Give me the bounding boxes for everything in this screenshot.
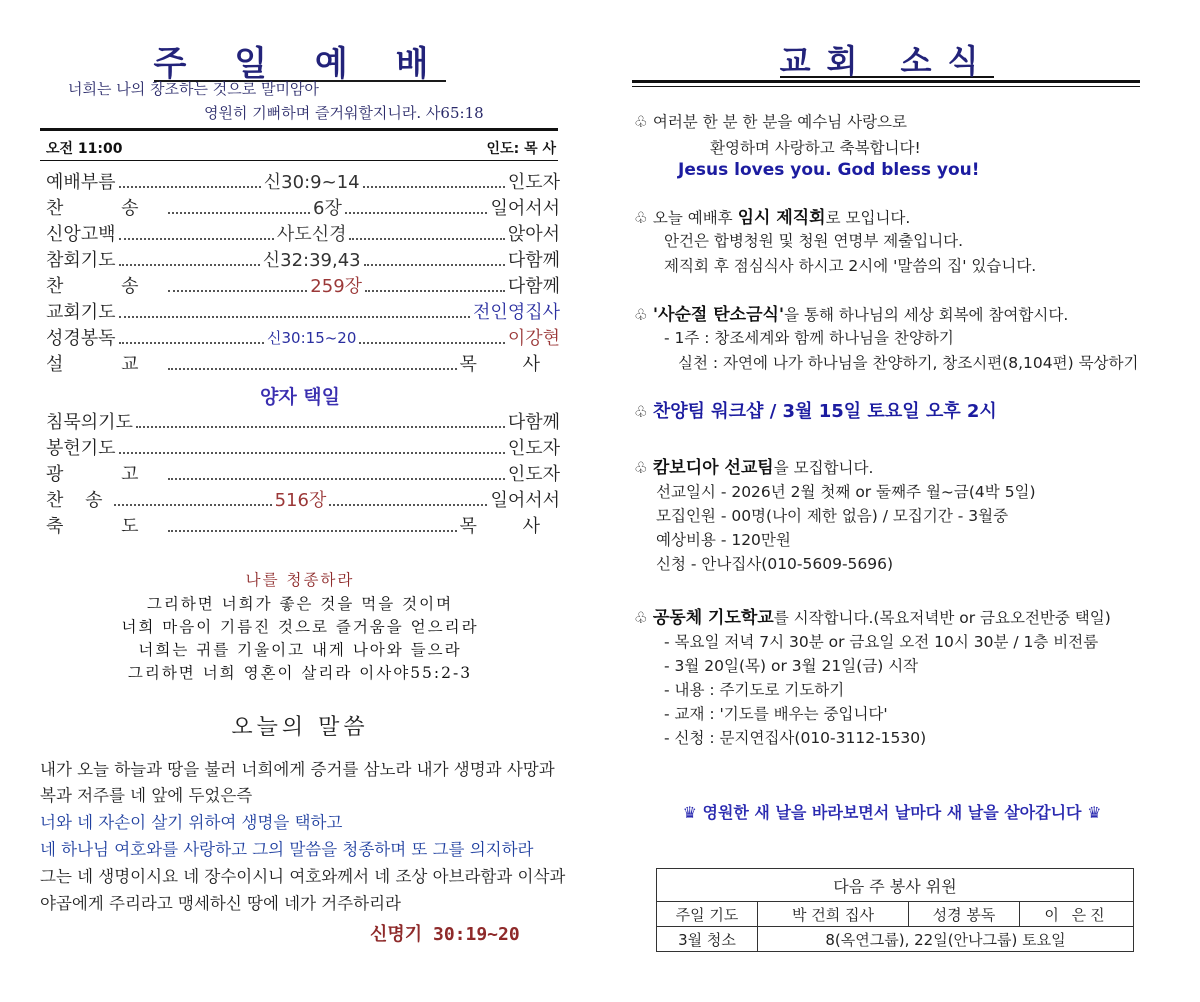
- welcome-line1: 여러분 한 분 한 분을 예수님 사랑으로: [652, 113, 908, 131]
- poem-line: 나를 청종하라: [245, 571, 355, 589]
- scripture-line: 복과 저주를 네 앞에 두었은즉: [40, 786, 253, 805]
- table-row: [657, 927, 1134, 952]
- divider-thick: [632, 80, 1140, 83]
- crown-icon: ♛: [1087, 803, 1102, 822]
- order-item-detail: 516장: [274, 490, 327, 511]
- divider-thick: [40, 128, 558, 131]
- order-item-detail: 신30:15~20: [267, 328, 357, 347]
- order-item-name: 찬 송: [46, 276, 165, 297]
- order-item-name: 찬 송: [46, 490, 111, 511]
- order-item-name: 침묵의기도: [46, 412, 133, 433]
- table-row: [657, 869, 1134, 902]
- prayer-line: - 목요일 저녁 7시 30분 or 금요일 오전 10시 30분 / 1층 비전룸: [664, 633, 1099, 651]
- table-cell: 박 건희 집사: [758, 902, 909, 927]
- lent-line3: 실천 : 자연에 나가 하나님을 찬양하기, 창조시편(8,104편) 묵상하기: [678, 354, 1139, 372]
- order-row: [46, 272, 560, 298]
- slogan-text: 영원한 새 날을 바라보면서 날마다 새 날을 살아갑니다: [702, 803, 1082, 822]
- order-item-role: 인도자: [507, 464, 560, 485]
- service-time: 오전 11:00: [46, 141, 123, 157]
- order-item-role: 인도자: [507, 172, 560, 193]
- order-row: [46, 434, 560, 460]
- order-item-role: 목 사: [459, 354, 560, 375]
- divider-thin: [632, 86, 1140, 87]
- meeting-line3: 제직회 후 점심식사 하시고 2시에 '말씀의 집' 있습니다.: [664, 257, 1037, 275]
- poem-line: 너희는 귀를 기울이고 내게 나아와 들으라: [138, 641, 462, 659]
- club-icon: ♧: [634, 209, 648, 227]
- order-item-name: 축 도: [46, 516, 165, 537]
- service-volunteer-table: [656, 868, 1134, 952]
- prayer-line: - 신청 : 문지연집사(010-3112-1530): [664, 729, 927, 747]
- news-welcome: [634, 110, 907, 132]
- order-row: [46, 350, 560, 376]
- order-row: [46, 512, 560, 538]
- meeting-text-pre: 오늘 예배후: [652, 209, 738, 227]
- order-item-name: 참회기도: [46, 250, 116, 271]
- order-item-role: 다함께: [507, 250, 560, 271]
- prayer-line: - 내용 : 주기도로 기도하기: [664, 681, 845, 699]
- mission-text-bold: 캄보디아 선교팀: [652, 458, 774, 478]
- table-header: 다음 주 봉사 위원: [657, 869, 1134, 902]
- prayer-text-bold: 공동체 기도학교: [652, 608, 774, 628]
- order-item-role: 일어서서: [490, 490, 560, 511]
- order-row: [46, 194, 560, 220]
- order-row: [46, 220, 560, 246]
- worship-order-panel: [40, 0, 566, 1002]
- poem-line: 너희 마음이 기름진 것으로 즐거움을 얻으리라: [121, 618, 479, 636]
- order-row: [46, 460, 560, 486]
- church-news-panel: [632, 0, 1142, 1002]
- mission-text-post: 을 모집합니다.: [773, 459, 874, 477]
- order-item-role: 전인영집사: [473, 302, 560, 323]
- order-item-name: 성경봉독: [46, 328, 116, 349]
- news-workshop: [634, 397, 997, 423]
- club-icon: ♧: [634, 403, 648, 421]
- lent-text-bold: '사순절 탄소금식': [652, 305, 785, 325]
- mission-line: 모집인원 - 00명(나이 제한 없음) / 모집기간 - 3월중: [656, 507, 1009, 525]
- prayer-line: - 3월 20일(목) or 3월 21일(금) 시작: [664, 657, 919, 675]
- lent-text-post: 을 통해 하나님의 세상 회복에 참여합시다.: [784, 306, 1069, 324]
- order-item-name: 찬 송: [46, 198, 165, 219]
- order-item-role: 목 사: [459, 516, 560, 537]
- meeting-text-bold: 임시 제직회: [737, 208, 826, 228]
- poem-line: 그리하면 너희가 좋은 것을 먹을 것이며: [146, 595, 454, 613]
- order-row: [46, 324, 560, 350]
- news-meeting: [634, 203, 910, 228]
- news-title: [632, 42, 1142, 80]
- order-item-role: 일어서서: [490, 198, 560, 219]
- news-mission: [634, 453, 873, 478]
- news-lent: [634, 300, 1068, 325]
- order-item-name: 설 교: [46, 354, 165, 375]
- order-item-detail: 259장: [310, 276, 363, 297]
- mission-line: 예상비용 - 120만원: [656, 531, 791, 549]
- mission-line: 신청 - 안나집사(010-5609-5696): [656, 555, 894, 573]
- order-row: [46, 486, 560, 512]
- lent-line2: - 1주 : 창조세계와 함께 하나님을 찬양하기: [664, 329, 954, 347]
- order-item-detail: 신30:9~14: [263, 172, 360, 193]
- scripture-line: 네 하나님 여호와를 사랑하고 그의 말씀을 청종하며 또 그를 의지하라: [40, 840, 534, 859]
- table-cell: 3월 청소: [657, 927, 758, 952]
- meeting-text-post: 로 모입니다.: [825, 209, 911, 227]
- news-title-text: 교회 소식: [779, 42, 995, 80]
- order-row: [46, 168, 560, 194]
- scripture-line: 너와 네 자손이 살기 위하여 생명을 택하고: [40, 813, 343, 832]
- slogan: [662, 800, 1122, 823]
- top-verse-line1: 너희는 나의 창조하는 것으로 말미암아: [68, 80, 319, 98]
- table-cell: 성경 봉독: [909, 902, 1020, 927]
- todays-word-title: 오늘의 말씀: [231, 715, 369, 740]
- crown-icon: ♛: [682, 803, 697, 822]
- order-item-role: 다함께: [507, 412, 560, 433]
- order-item-name: 광 고: [46, 464, 165, 485]
- order-item-role: 다함께: [507, 276, 561, 297]
- meeting-line2: 안건은 합병청원 및 청원 연명부 제출입니다.: [664, 232, 964, 250]
- welcome-line2: 환영하며 사랑하고 축복합니다!: [710, 139, 921, 157]
- service-leader: 인도: 목 사: [486, 141, 556, 157]
- club-icon: ♧: [634, 113, 648, 131]
- order-row: [46, 246, 560, 272]
- order-item-role: 앉아서: [507, 224, 561, 245]
- worship-title-text: 주 일 예 배: [153, 44, 447, 84]
- table-cell: 8(옥연그룹), 22일(안나그룹) 토요일: [758, 927, 1134, 952]
- mission-line: 선교일시 - 2026년 2월 첫째 or 둘째주 월~금(4박 5일): [656, 483, 1036, 501]
- club-icon: ♧: [634, 459, 648, 477]
- top-verse-line2: 영원히 기뻐하며 즐거워할지니라. 사65:18: [204, 104, 484, 122]
- welcome-line3: Jesus loves you. God bless you!: [678, 160, 980, 180]
- workshop-text: 찬양팀 워크샵 / 3월 15일 토요일 오후 2시: [652, 401, 997, 422]
- order-item-name: 예배부름: [46, 172, 116, 193]
- prayer-text-post: 를 시작합니다.(목요저녁반 or 금요오전반중 택일): [773, 609, 1111, 627]
- prayer-line: - 교재 : '기도를 배우는 중입니다': [664, 705, 888, 723]
- order-item-role: 인도자: [507, 438, 560, 459]
- divider-thin: [40, 160, 558, 161]
- club-icon: ♧: [634, 609, 648, 627]
- news-prayer-school: [634, 603, 1111, 628]
- poem-line: 그리하면 너희 영혼이 살리라 이사야55:2-3: [127, 664, 473, 682]
- table-cell: 주일 기도: [657, 902, 758, 927]
- sermon-title: 양자 택일: [259, 386, 341, 408]
- order-item-detail: 6장: [313, 198, 342, 219]
- scripture-reference: 신명기 30:19~20: [370, 924, 520, 945]
- order-item-name: 교회기도: [46, 302, 116, 323]
- order-item-detail: 사도신경: [276, 224, 347, 245]
- order-row: [46, 298, 560, 324]
- table-row: [657, 902, 1134, 927]
- club-icon: ♧: [634, 306, 648, 324]
- order-item-name: 신앙고백: [46, 224, 116, 245]
- scripture-line: 그는 네 생명이시요 네 장수이시니 여호와께서 네 조상 아브라함과 이삭과: [40, 867, 566, 886]
- table-cell: 이 은진: [1020, 902, 1134, 927]
- scripture-line: 내가 오늘 하늘과 땅을 불러 너희에게 증거를 삼노라 내가 생명과 사망과: [40, 760, 555, 779]
- order-item-name: 봉헌기도: [46, 438, 116, 459]
- order-row: [46, 408, 560, 434]
- order-item-role: 이강현: [507, 328, 561, 349]
- order-item-detail: 신32:39,43: [262, 250, 361, 271]
- scripture-line: 야곱에게 주리라고 맹세하신 땅에 네가 거주하리라: [40, 894, 401, 913]
